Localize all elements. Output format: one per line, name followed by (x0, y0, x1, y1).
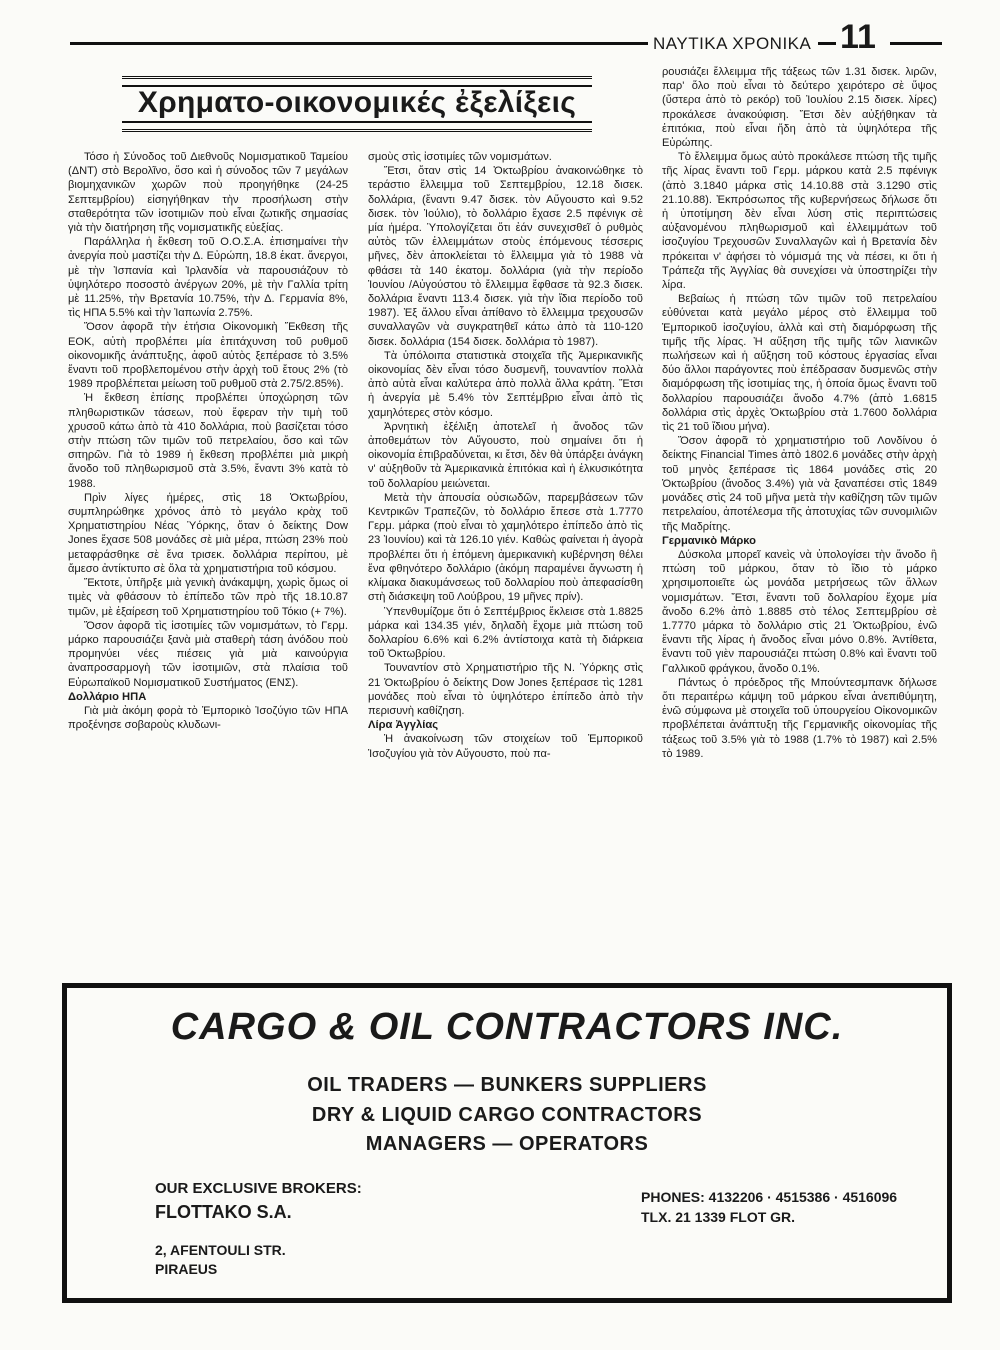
ad-services-line-1: OIL TRADERS — BUNKERS SUPPLIERS (307, 1074, 707, 1096)
header-rule-left (70, 42, 648, 45)
ad-address-city: PIRAEUS (155, 1261, 218, 1277)
paragraph: Παράλληλα ἡ ἔκθεση τοῦ Ο.Ο.Σ.Α. ἐπισημαίνει τὴν ἀνεργία ποὺ μαστίζει τὴν Δ. Εὐρώπη, 18.8 ἑκατ. ἄνεργοι, μὲ τὴν Ἰσπανία καὶ Ἰρλανδία νὰ παρουσιάζουν τὸ ὑψηλότερο ποσοστὸ ἀνέργων 20%, μὲ τὴν Γαλλία τρίτη μὲ 11.25%, τὴν Βρετανία 10.75%, τὴν Δ. Γερμανία 8%, τὶς ΗΠΑ 5.5% καὶ τὴν Ἰαπωνία 2.75%. (68, 236, 348, 320)
publication-title: ΝΑΥΤΙΚΑ ΧΡΟΝΙΚΑ (653, 34, 812, 53)
ad-brokers-label: OUR EXCLUSIVE BROKERS: (155, 1180, 362, 1197)
paragraph: Ἔτσι, ὅταν στὶς 14 Ὀκτωβρίου ἀνακοινώθηκε τὸ τεράστιο ἔλλειμμα τοῦ Σεπτεμβρίου, 12.18 δισεκ. δολλάρια, (ἔναντι 9.47 δισεκ. τὸν Αὔγουστο καὶ 9.52 δισεκ. τὸν Ἰούλιο), τὸ δολλάριο ἔχασε 2.5 πφένιγκ σὲ μία ἡμέρα. Ὑπολογίζεται ὅτι ἐάν συνεχισθεῖ ὁ ρυθμὸς αὐτὸς τῶν ἐλλειμμάτων στοὺς ἑπόμενους τέσσερις μῆνες, δὲν ἀποκλείεται τὸ ἔλλειμμα γιὰ τὸ 1988 νὰ φθάσει τὰ 140 ἑκατομ. δολλάρια (γιὰ τὴν περίοδο Ἰουνίου /Αὐγούστου τὸ ἔλλειμμα ἔφθασε τὰ 92.3 δισεκ. δολλάρια ἔναντι 113.4 δισεκ. γιὰ τὴν ἴδια περίοδο τοῦ 1987). Ἐξ ἄλλου εἶναι ἀπίθανο τὸ ἔλλειμμα τρεχουσῶν συναλλαγῶν νὰ συγκρατηθεῖ κάτω ἀπὸ τὰ 110-120 δισεκ. δολλάρια (154 δισεκ. δολλάρια τὸ 1987). (368, 165, 643, 348)
paragraph: Πρὶν λίγες ἡμέρες, στὶς 18 Ὀκτωβρίου, συμπληρώθηκε χρόνος ἀπὸ τὸ μεγάλο κρὰχ τοῦ Χρηματιστηρίου Νέας Ὑόρκης, ὅταν ὁ δείκτης Dow Jones ἔχασε 508 μονάδες σὲ μιὰ μέρα, πτώση 23% ποὺ μεταφράσθηκε σὲ ἕνα τρισεκ. δολλάρια περίπου, μὲ ἄμεσο ἀντίκτυπο σὲ ὅλα τὰ χρηματιστήρια τοῦ κόσμου. (68, 491, 348, 575)
article-column-3 (662, 65, 937, 761)
article-column-1 (68, 150, 348, 732)
ad-company-name: CARGO & OIL CONTRACTORS INC. (170, 1006, 844, 1048)
title-rule-bottom (122, 121, 592, 123)
header-rule-mid (818, 42, 836, 45)
article-title: Χρηματο-οικονομικές ἐξελίξεις (137, 86, 577, 119)
paragraph: Ἔκτοτε, ὑπῆρξε μιὰ γενικὴ ἀνάκαμψη, χωρὶς ὅμως οἱ τιμὲς νὰ φθάσουν τὸ ἐπίπεδο τῶν πρὸ τῆς 18.10.87 τιμῶν, μὲ ἐξαίρεση τοῦ Χρηματιστηρίου τοῦ Τόκιο (+ 7%). (68, 577, 348, 618)
ad-services-line-2: DRY & LIQUID CARGO CONTRACTORS (311, 1104, 703, 1126)
paragraph: Ὅσον ἀφορᾶ τὸ χρηματιστήριο τοῦ Λονδίνου ὁ δείκτης Financial Times ἀπὸ 1802.6 μονάδες στὴν ἀρχὴ τοῦ μηνὸς ξεπέρασε τὶς 1864 μονάδες στὶς 20 Ὀκτωβρίου (ἄνοδος 3.4%) γιὰ νὰ ξαναπέσει στὶς 1849 μονάδες στὶς 24 τοῦ μῆνα μετὰ τὴν καθίζηση τῶν τιμῶν πετρελαίου, ἀποτέλεσμα τῆς ἀποτυχίας τῶν συνομιλιῶν τῆς Μαδρίτης. (662, 435, 937, 533)
paragraph: Ὅσον ἀφορᾶ τὶς ἰσοτιμίες τῶν νομισμάτων, τὸ Γερμ. μάρκο παρουσιάζει ξανὰ μιὰ σταθερὴ τάση ἀνόδου ποὺ προμηνύει νέες πιέσεις γιὰ μιὰ καινούργια ἀναπροσαρμογὴ τῶν ἰσοτιμιῶν, στὰ πλαίσια τοῦ Εὐρωπαϊκοῦ Νομισματικοῦ Συστήματος (ΕΝΣ). (68, 619, 348, 689)
paragraph: Τὰ ὑπόλοιπα στατιστικὰ στοιχεῖα τῆς Ἀμερικανικῆς οἰκονομίας δὲν εἶναι τόσο δυσμενῆ, τουναντίον πολλὰ ἀπὸ αὐτὰ εἶναι καλύτερα ἀπὸ πολλὰ ἄλλα κράτη. Ἔτσι ἡ ἀνεργία μὲ 5.4% τὸν Σεπτέμβριο εἶναι ἀπὸ τὶς χαμηλότερες στὸν κόσμο. (368, 349, 643, 419)
paragraph: Δύσκολα μπορεῖ κανεὶς νὰ ὑπολογίσει τὴν ἄνοδο ἢ πτώση τοῦ μάρκου, ὅταν τὸ ἴδιο τὸ μάρκο χρησιμοποιεῖτε ὡς μονάδα μετρήσεως τῶν ἄλλων νομισμάτων. Ἔτσι, ἔναντι τοῦ δολλαρίου ἔχομε μία ἄνοδο 6.2% ἀπὸ 1.8885 στὸ τέλος Σεπτεμβρίου σὲ 1.7770 μάρκα τὸ δολλάριο στὶς 21 Ὀκτωβρίου, ἐνῶ ἔναντι τῆς λίρας ἡ ἄνοδος εἶναι μόνο 0.8%. Ἀντίθετα, ἔναντι τοῦ γιὲν παρουσιάζει πτώση 0.8% καὶ ἔναντι τοῦ Γαλλικοῦ φράγκου, ἄνοδο 0.1%. (662, 548, 937, 675)
subheading-gbp: Λίρα Ἀγγλίας (368, 719, 439, 732)
advertisement-box (62, 983, 952, 1303)
subheading-usd: Δολλάριο ΗΠΑ (68, 690, 147, 703)
paragraph: Τουναντίον στὸ Χρηματιστήριο τῆς Ν. Ὑόρκης στὶς 21 Ὀκτωβρίου ὁ δείκτης Dow Jones ξεπέρασε τὶς 1281 μονάδες ποὺ εἶναι τὸ ὑψηλότερο ἐπίπεδο ἀπὸ τὴν περισυνὴ καθίζηση. (368, 662, 643, 717)
paragraph: Ὑπενθυμίζομε ὅτι ὁ Σεπτέμβριος ἔκλεισε στὰ 1.8825 μάρκα καὶ 134.35 γιέν, δηλαδὴ ἔχομε μιὰ πτώση τοῦ δολλαρίου 6.6% καὶ 6.2% ἀντίστοιχα κατὰ τὴ διάρκεια τοῦ Ὀκτωβρίου. (368, 605, 643, 661)
paragraph: Ἡ ἔκθεση ἐπίσης προβλέπει ὑποχώρηση τῶν πληθωριστικῶν τάσεων, ποὺ ἔφεραν τὴν τιμὴ τοῦ χρυσοῦ κάτω ἀπὸ τὰ 410 δολλάρια, ποὺ βασίζεται τόσο στὴν πτώση τῶν τιμῶν τοῦ πετρελαίου, ὅσο καὶ τῶν σιτηρῶν. Γιὰ τὸ 1989 ἡ ἔκθεση προβλέπει μιὰ μικρὴ ἄνοδο τοῦ πληθωρισμοῦ στὰ 3.5%, ἔναντι 3% κατὰ τὸ 1988. (68, 392, 348, 490)
ad-address-street: 2, AFENTOULI STR. (155, 1242, 286, 1258)
ad-phones: PHONES: 4132206 · 4515386 · 4516096 (641, 1189, 898, 1205)
paragraph: ρουσιάζει ἔλλειμμα τῆς τάξεως τῶν 1.31 δισεκ. λιρῶν, παρ' ὅλο ποὺ εἶναι τὸ δεύτερο χειρότερο σὲ ὕψος (ὕστερα ἀπὸ τὸ ρεκόρ) τοῦ Ἰουλίου 2.15 δισεκ. λίρες) προκάλεσε ἀνακούφιση. Ἔτσι δὲν αὐξήθηκαν τὰ ἐπιτόκια, ποὺ εἶναι ἤδη ἀπὸ τὰ ὑψηλότερα τῆς Εὐρώπης. (662, 66, 937, 150)
paragraph: Τὸ ἔλλειμμα ὅμως αὐτὸ προκάλεσε πτώση τῆς τιμῆς τῆς λίρας ἔναντι τοῦ Γερμ. μάρκου κατὰ 2.5 πφένιγκ (ἀπὸ 3.1840 μάρκα στὶς 14.10.88 στὰ 3.1290 στὶς 21.10.88). Ἐκπρόσωπος τῆς κυβερνήσεως δήλωσε ὅτι ἡ ὑποτίμηση δὲν εἶναι λύση στὶς περιπτώσεις αὐξανομένου πληθωρισμοῦ καὶ ἐλλειμμάτων τοῦ ἰσοζυγίου Τρεχουσῶν Συναλλαγῶν καὶ ἡ Βρετανία δὲν πρόκειται ν' ἀφήσει τὸ νόμισμά της νὰ πέσει, κι ὅτι ἡ Τράπεζα τῆς Ἀγγλίας θὰ συνεχίσει νὰ ὑποστηρίζει τὴν λίρα. (662, 151, 937, 292)
paragraph: Μετὰ τὴν ἀπουσία οὐσιωδῶν, παρεμβάσεων τῶν Κεντρικῶν Τραπεζῶν, τὸ δολλάριο ἔπεσε στὰ 1.7770 Γερμ. μάρκα (ποὺ εἶναι τὸ χαμηλότερο ἐπίπεδο ἀπὸ τὶς 23 Ἰουνίου) καὶ τὰ 126.10 γιέν. Καθὼς φαίνεται ἡ ἀγορὰ προβλέπει ὅτι ἡ ἑπόμενη ἀμερικανικὴ κυβέρνηση θέλει ἕνα φθηνότερο δολλάριο (ἀκόμη παραμένει ἄγνωστη ἡ κλίμακα διακυμάνσεως τοῦ δολλαρίου ποὺ ἀπεφασίσθη στὴ διάσκεψη τοῦ Λούβρου, 19 μῆνες πρίν). (368, 491, 643, 604)
paragraph: Γιὰ μιὰ ἀκόμη φορὰ τὸ Ἐμπορικὸ Ἰσοζύγιο τῶν ΗΠΑ προξένησε σοβαροὺς κλυδωνι- (68, 704, 348, 732)
ad-services-line-3: MANAGERS — OPERATORS (365, 1133, 649, 1155)
paragraph: σμοὺς στὶς ἰσοτιμίες τῶν νομισμάτων. (368, 151, 552, 163)
article-column-2 (368, 150, 643, 761)
paragraph: Ἡ ἀνακοίνωση τῶν στοιχείων τοῦ Ἐμπορικοῦ Ἰσοζυγίου γιὰ τὸν Αὔγουστο, ποὺ πα- (368, 733, 643, 760)
article-title-box (122, 76, 592, 132)
ad-telex: TLX. 21 1339 FLOT GR. (641, 1209, 796, 1225)
ad-brokers-name: FLOTTAKO S.A. (155, 1202, 292, 1222)
paragraph: Ὅσον ἀφορᾶ τὴν ἐτήσια Οἰκονομικὴ Ἔκθεση τῆς ΕΟΚ, αὐτὴ προβλέπει μία ἐπιτάχυνση τοῦ ρυθμοῦ οἰκονομικῆς ἀνάπτυξης, ἀφοῦ αὐτὸς ξεπέρασε τὸ 3.5% ἔναντι τοῦ προβλεπομένου στὴν ἀρχὴ τοῦ ἔτους 2% (τὸ 1989 προβλέπεται μείωση τοῦ ρυθμοῦ στὰ 2.75/2.85%). (68, 321, 348, 391)
header-rule-right (890, 42, 942, 45)
paragraph: Πάντως ὁ πρόεδρος τῆς Μπούντεσμπανκ δήλωσε ὅτι περαιτέρω κάμψη τοῦ μάρκου εἶναι ἀνεπιθύμητη, ἐνῶ σύμφωνα μὲ στοιχεῖα τοῦ ὑπουργείου Οἰκονομικῶν προβλέπεται ἀνάπτυξη τῆς Γερμανικῆς οἰκονομίας τῆς τάξεως τοῦ 3.5% γιὰ τὸ 1988 (1.7% τὸ 1987) καὶ 2.5% τὸ 1989. (662, 676, 937, 760)
paragraph: Τόσο ἡ Σύνοδος τοῦ Διεθνοῦς Νομισματικοῦ Ταμείου (ΔΝΤ) στὸ Βερολῖνο, ὅσο καὶ ἡ σύνοδος τῶν 7 μεγάλων βιομηχανικῶν χωρῶν ποὺ προηγήθηκε (24-25 Σεπτεμβρίου) εἰσηγήθηκαν τὴν προσήλωση στὴν σταθερότητα τῶν ἰσοτιμιῶν ποὺ εἶναι ζωτικῆς σημασίας γιὰ τὴν διατήρηση τῆς νομισματικῆς εὐεξίας. (68, 151, 348, 235)
paragraph: Ἀρνητικὴ ἐξέλιξη ἀποτελεῖ ἡ ἄνοδος τῶν ἀποθεμάτων τὸν Αὔγουστο, ποὺ σημαίνει ὅτι ἡ οἰκονομία ἐπιβραδύνεται, κι ἔτσι, δὲν θὰ ὑπάρξει ἀνάγκη ν' αὐξηθοῦν τὰ Ἀμερικανικὰ ἐπιτόκια καὶ ἡ ἑλκυσικότητα τοῦ δολλαρίου μειώνεται. (368, 420, 643, 490)
subheading-dem: Γερμανικὸ Μάρκο (662, 534, 757, 547)
paragraph: Βεβαίως ἡ πτώση τῶν τιμῶν τοῦ πετρελαίου εὐθύνεται κατὰ μεγάλο μέρος στὸ ἔλλειμμα τοῦ Ἐμπορικοῦ ἰσοζυγίου, ἀλλὰ καὶ στὴ διαμόρφωση τῆς τιμῆς τῆς λίρας. Ἡ αὔξηση τῆς τιμῆς τῶν λιανικῶν πωλήσεων καὶ ἡ αὔξηση τοῦ κόστους ἐργασίας εἶναι δύο ἄλλοι παράγοντες ποὺ ἐπέδρασαν δυσμενῶς στὴν διαμόρφωση τῆς ἰσοτιμίας της, ἡ ὁποία ὅμως ἔναντι τοῦ δολλαρίου παρουσιάζει ἄνοδο 4.7% (ἀπὸ 1.6815 δολλάρια στὶς ἀρχὲς Ὀκτωβρίου στὰ 1.7600 δολλάρια τὶς 21 τοῦ ἴδιου μήνα). (662, 293, 937, 434)
page-number: 11 (840, 18, 876, 56)
